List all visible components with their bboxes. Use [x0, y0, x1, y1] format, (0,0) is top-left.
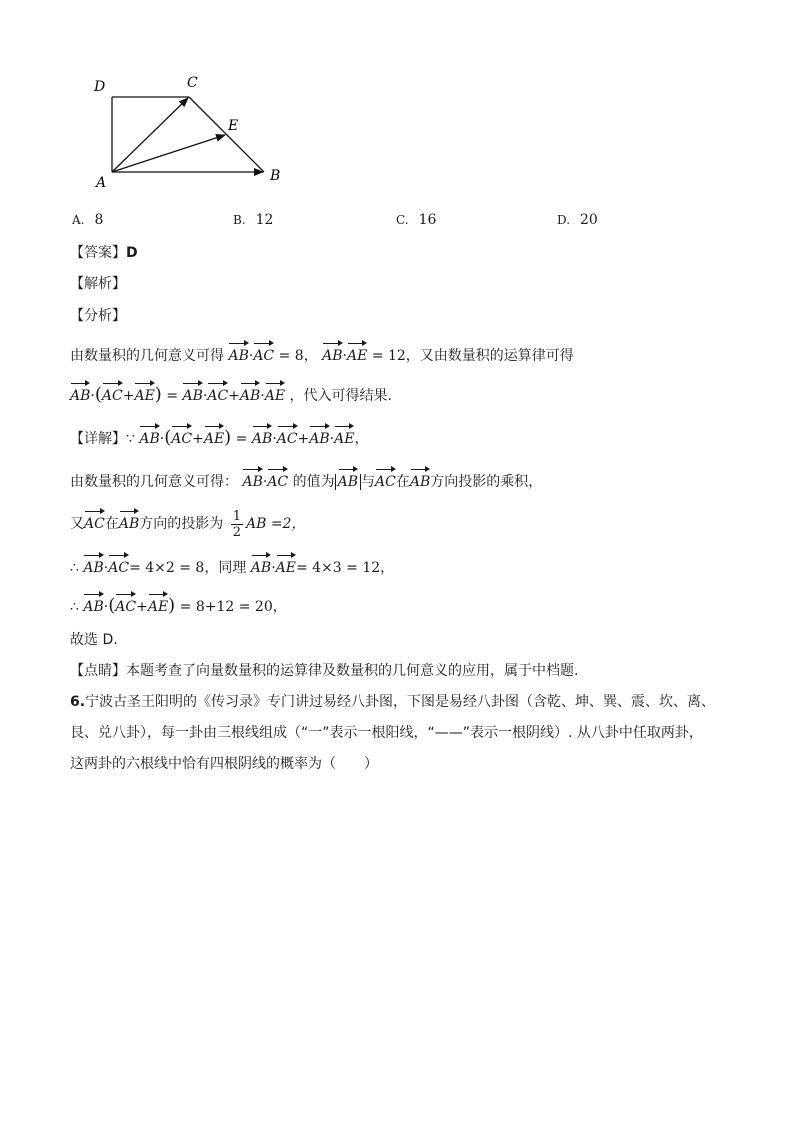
label-A: A	[96, 175, 107, 191]
option-d: D. 20	[557, 212, 598, 228]
fraction-one-half: $\frac{1}{2}$	[232, 508, 241, 540]
fenxi-tag: 【分析】	[70, 308, 126, 324]
option-b: B. 12	[233, 212, 274, 228]
dianjing-line: 【点睛】本题考查了向量数量积的运算律及数量积的几何意义的应用，属于中档题.	[70, 663, 579, 679]
label-B: B	[270, 168, 281, 184]
segment-CB	[189, 97, 264, 172]
option-a: A. 8	[72, 212, 104, 228]
detail-line-2: 由数量积的几何意义可得： AB·AC 的值为 AB 与AC在AB方向投影的乘积，	[70, 466, 542, 492]
q6-line-2: 艮、兑八卦），每一卦由三根线组成（“一”表示一根阳线，“——”表示一根阴线）. 从八卦中任取两卦，	[70, 725, 703, 741]
answer-value: D	[126, 245, 138, 261]
vector-AE	[112, 135, 225, 172]
vector-AC	[112, 98, 188, 172]
label-E: E	[228, 118, 239, 134]
analysis-line-1: 由数量积的几何意义可得 AB·AC = 8， AB·AE = 12，又由数量积的运算律可得	[70, 340, 574, 366]
q6-line-3: 这两卦的六根线中恰有四根阴线的概率为（ ）	[70, 756, 378, 772]
q6-number: 6.	[70, 694, 86, 710]
answer-tag: 【答案】	[70, 245, 126, 261]
detail-line-3: 又AC在AB方向的投影为 $\frac{1}{2}$ AB =2，	[70, 508, 306, 540]
label-C: C	[187, 75, 198, 91]
detail-line-6: 故选 D.	[70, 632, 118, 648]
answer-line	[70, 243, 138, 263]
detail-line-1: 【详解】∵ AB·(AC+AE) = AB·AC+AB·AE，	[70, 423, 368, 449]
detail-line-4: ∴ AB·AC= 4×2 = 8，同理 AB·AE= 4×3 = 12，	[70, 552, 394, 578]
label-D: D	[94, 79, 106, 95]
geometry-figure	[84, 72, 304, 192]
analysis-line-2: AB·(AC+AE) = AB·AC+AB·AE ，代入可得结果.	[70, 380, 392, 406]
q6-line-1: 6.宁波古圣王阳明的《传习录》专门讲过易经八卦图，下图是易经八卦图（含乾、坤、巽、震、坎、离、	[70, 694, 716, 710]
jiexi-tag: 【解析】	[70, 276, 126, 292]
option-c: C. 16	[396, 212, 437, 228]
detail-line-5: ∴ AB·(AC+AE) = 8+12 = 20，	[70, 591, 287, 617]
